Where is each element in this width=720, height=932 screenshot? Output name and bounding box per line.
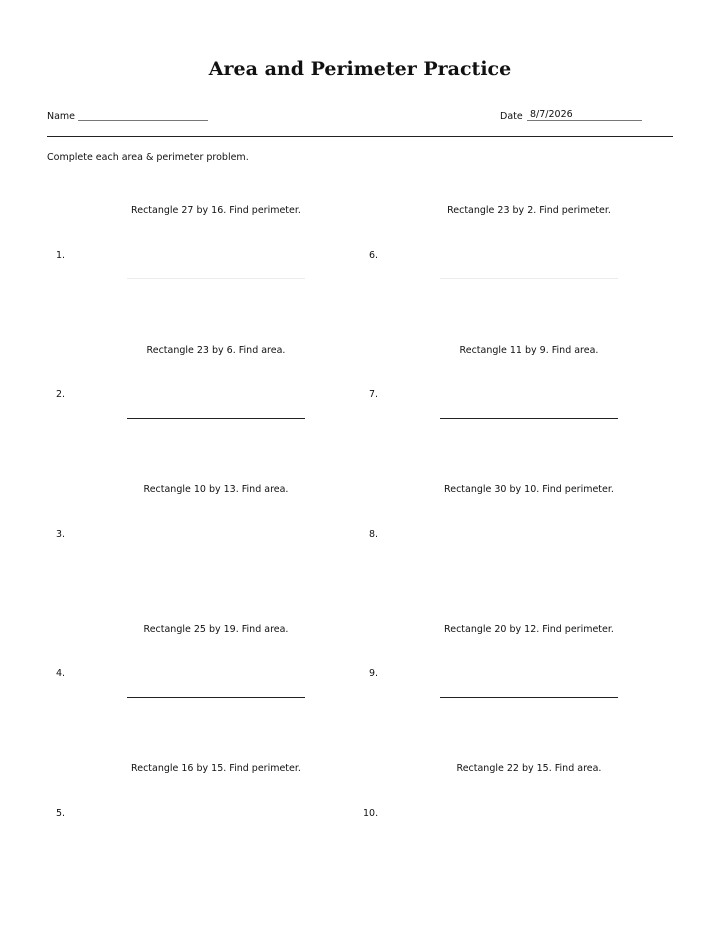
problem-9-number: 9.	[369, 668, 379, 679]
instructions: Complete each area & perimeter problem.	[47, 152, 249, 163]
problem-4-text: Rectangle 25 by 19. Find area.	[143, 624, 289, 635]
problem-10-number: 10.	[363, 808, 379, 819]
problem-6-number: 6.	[369, 250, 379, 261]
problem-8-text: Rectangle 30 by 10. Find perimeter.	[444, 484, 614, 495]
problem-10-text: Rectangle 22 by 15. Find area.	[456, 763, 602, 774]
problem-7-answer-line[interactable]	[440, 418, 618, 419]
header-divider	[47, 136, 673, 137]
problem-5-number: 5.	[56, 808, 66, 819]
problem-1-answer-line[interactable]	[127, 278, 305, 279]
problem-8-number: 8.	[369, 529, 379, 540]
problem-6-answer-line[interactable]	[440, 278, 618, 279]
name-label: Name	[47, 111, 76, 122]
problem-2-answer-line[interactable]	[127, 418, 305, 419]
problem-2-text: Rectangle 23 by 6. Find area.	[146, 345, 286, 356]
problem-5-text: Rectangle 16 by 15. Find perimeter.	[131, 763, 301, 774]
problem-3-text: Rectangle 10 by 13. Find area.	[143, 484, 289, 495]
problem-9-text: Rectangle 20 by 12. Find perimeter.	[444, 624, 614, 635]
problem-6-text: Rectangle 23 by 2. Find perimeter.	[447, 205, 611, 216]
problem-3-number: 3.	[56, 529, 66, 540]
problem-9-answer-line[interactable]	[440, 697, 618, 698]
problem-4-answer-line[interactable]	[127, 697, 305, 698]
problem-1-number: 1.	[56, 250, 66, 261]
problem-7-number: 7.	[369, 389, 379, 400]
problem-2-number: 2.	[56, 389, 66, 400]
date-value: 8/7/2026	[530, 109, 573, 120]
date-field-line[interactable]	[527, 120, 642, 121]
problem-4-number: 4.	[56, 668, 66, 679]
problem-1-text: Rectangle 27 by 16. Find perimeter.	[131, 205, 301, 216]
page-title: Area and Perimeter Practice	[208, 58, 512, 80]
date-label: Date	[500, 111, 523, 122]
name-field-line[interactable]	[78, 120, 208, 121]
problem-7-text: Rectangle 11 by 9. Find area.	[459, 345, 599, 356]
